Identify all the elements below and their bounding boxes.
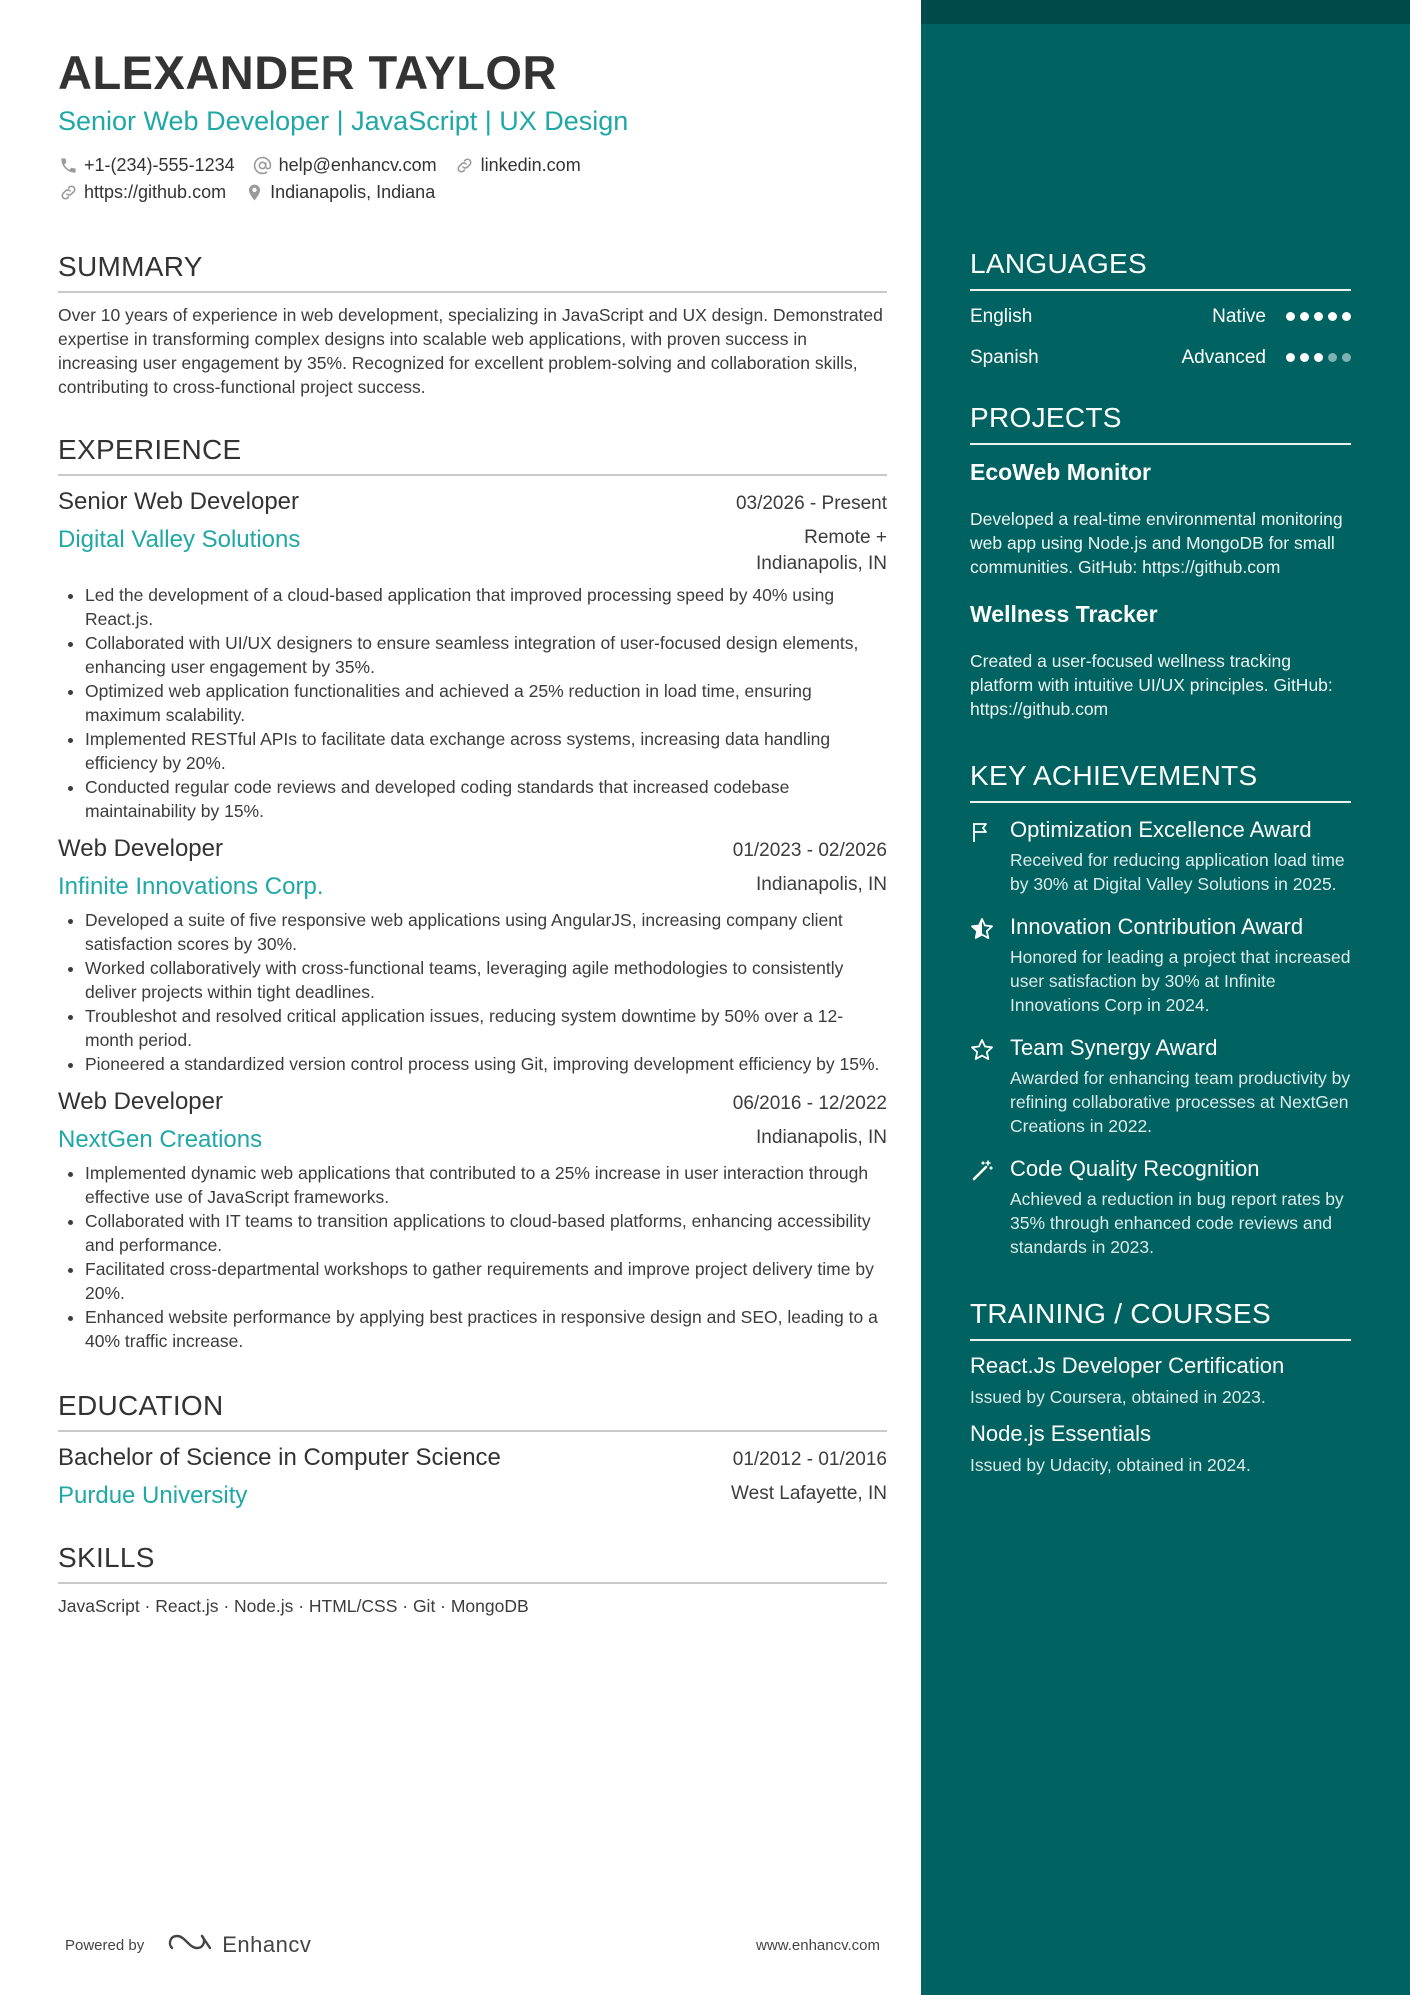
course-entry xyxy=(970,1419,1351,1477)
achievements-section xyxy=(970,759,1351,1259)
section-title: SUMMARY xyxy=(58,250,887,293)
job-entry xyxy=(58,486,887,823)
bullet: • Troubleshot and resolved critical application issues, reducing system downtime by 50% over a 12-month period. xyxy=(85,1004,887,1052)
bullet: • Optimized web application functionalities and achieved a 25% reduction in load time, ensuring maximum scalability. xyxy=(85,679,887,727)
bullet: • Collaborated with UI/UX designers to ensure seamless integration of user-focused design elements, enhancing user engagement by 35%. xyxy=(85,631,887,679)
achievement-description: Received for reducing application load time by 30% at Digital Valley Solutions in 2025. xyxy=(1010,850,1345,894)
education-section xyxy=(58,1389,887,1511)
job-entry xyxy=(58,833,887,1076)
bullet: • Worked collaboratively with cross-functional teams, leveraging agile methodologies to consistently deliver projects within tight deadlines. xyxy=(85,956,887,1004)
achievement-title: Team Synergy Award xyxy=(1010,1035,1218,1060)
bullet: • Enhanced website performance by applying best practices in responsive design and SEO, leading to a 40% traffic increase. xyxy=(85,1305,887,1353)
achievement-title: Optimization Excellence Award xyxy=(1010,817,1312,842)
job-dates: 03/2026 - Present xyxy=(735,493,887,514)
course-entry xyxy=(970,1351,1351,1409)
achievement-description: Achieved a reduction in bug report rates by 35% through enhanced code reviews and standards in 2023. xyxy=(1010,1189,1344,1257)
job-bullets xyxy=(58,583,887,823)
language-level: Advanced xyxy=(1181,346,1266,368)
dot-empty xyxy=(1342,353,1351,362)
job-location: Indianapolis, IN xyxy=(756,1127,887,1148)
location-text: Indianapolis, Indiana xyxy=(270,182,436,202)
linkedin-text: linkedin.com xyxy=(480,155,581,175)
achievement-entry xyxy=(970,815,1351,896)
at-icon xyxy=(253,156,273,176)
candidate-name: ALEXANDER TAYLOR xyxy=(58,46,557,99)
school: Purdue University xyxy=(58,1482,248,1509)
sidebar-top-bar xyxy=(921,0,1410,24)
job-role: Web Developer xyxy=(58,835,223,862)
section-title: SKILLS xyxy=(58,1541,887,1584)
github-text: https://github.com xyxy=(84,182,227,202)
dot-filled xyxy=(1328,312,1337,321)
dot-filled xyxy=(1300,353,1309,362)
languages-section xyxy=(970,247,1351,373)
dot-filled xyxy=(1300,312,1309,321)
phone-text: +1-(234)-555-1234 xyxy=(84,155,235,175)
job-company: Digital Valley Solutions xyxy=(58,526,301,553)
education-dates: 01/2012 - 01/2016 xyxy=(732,1449,887,1470)
powered-by-label: Powered by xyxy=(65,1936,145,1954)
candidate-title: Senior Web Developer | JavaScript | UX Design xyxy=(58,106,629,136)
language-name: English xyxy=(970,305,1033,327)
dot-filled xyxy=(1342,312,1351,321)
section-title: TRAINING / COURSES xyxy=(970,1297,1351,1341)
footer-url[interactable]: www.enhancv.com xyxy=(756,1936,880,1954)
achievement-title: Code Quality Recognition xyxy=(1010,1156,1260,1181)
job-entry xyxy=(58,1086,887,1353)
skills-list: JavaScript · React.js · Node.js · HTML/CSS · Git · MongoDB xyxy=(58,1596,529,1616)
contact-location xyxy=(244,182,435,203)
project-name: EcoWeb Monitor xyxy=(970,459,1152,485)
project-description: Developed a real-time environmental monitoring web app using Node.js and MongoDB for small communities. GitHub: https://github.com xyxy=(970,509,1343,577)
bullet: • Implemented RESTful APIs to facilitate data exchange across systems, increasing data handling efficiency by 20%. xyxy=(85,727,887,775)
magic-wand-icon xyxy=(970,1154,1010,1259)
job-role: Web Developer xyxy=(58,1088,223,1115)
bullet: • Developed a suite of five responsive web applications using AngularJS, increasing company client satisfaction scores by 30%. xyxy=(85,908,887,956)
language-level: Native xyxy=(1212,305,1266,327)
bullet: • Led the development of a cloud-based application that improved processing speed by 40% using React.js. xyxy=(85,583,887,631)
enhancv-logo-icon xyxy=(168,1930,214,1960)
course-description: Issued by Coursera, obtained in 2023. xyxy=(970,1387,1266,1407)
summary-text: Over 10 years of experience in web development, specializing in JavaScript and UX design. Demonstrated expertise in transforming complex designs into scalable web applications, with proven success in increasing user engagement by 35%. Recognized for excellent problem-solving and collaboration skills, contributing to cross-functional project success. xyxy=(58,305,883,397)
email-text: help@enhancv.com xyxy=(278,155,437,175)
achievement-entry xyxy=(970,912,1351,1017)
contact-info xyxy=(58,152,887,206)
project-name: Wellness Tracker xyxy=(970,601,1158,627)
brand-name: Enhancv xyxy=(222,1932,312,1957)
achievement-description: Honored for leading a project that increased user satisfaction by 30% at Infinite Innovations Corp in 2024. xyxy=(1010,947,1351,1015)
project-entry xyxy=(970,599,1351,721)
enhancv-logo[interactable] xyxy=(168,1930,311,1960)
bullet: • Conducted regular code reviews and developed coding standards that increased codebase maintainability by 15%. xyxy=(85,775,887,823)
section-title: EDUCATION xyxy=(58,1389,887,1432)
bullet: • Implemented dynamic web applications that contributed to a 25% increase in user interaction through effective use of JavaScript frameworks. xyxy=(85,1161,887,1209)
job-location: Indianapolis, IN xyxy=(756,874,887,895)
language-row xyxy=(970,342,1351,373)
language-name: Spanish xyxy=(970,346,1039,368)
job-company: Infinite Innovations Corp. xyxy=(58,873,324,900)
footer xyxy=(65,1930,880,1960)
job-bullets xyxy=(58,1161,887,1353)
section-title: EXPERIENCE xyxy=(58,433,887,476)
dot-filled xyxy=(1314,353,1323,362)
contact-email[interactable] xyxy=(253,155,437,176)
contact-linkedin[interactable] xyxy=(455,155,581,176)
link-icon xyxy=(58,183,78,203)
bullet: • Pioneered a standardized version control process using Git, improving development efficiency by 15%. xyxy=(85,1052,887,1076)
job-company: NextGen Creations xyxy=(58,1126,263,1153)
dot-empty xyxy=(1328,353,1337,362)
proficiency-dots xyxy=(1286,312,1351,321)
star-icon xyxy=(970,1033,1010,1138)
contact-github[interactable] xyxy=(58,182,226,203)
sidebar xyxy=(921,0,1410,1995)
section-title: LANGUAGES xyxy=(970,247,1351,291)
bullet: • Collaborated with IT teams to transition applications to cloud-based platforms, enhancing accessibility and performance. xyxy=(85,1209,887,1257)
job-location-line: Remote + xyxy=(804,527,887,548)
education-location: West Lafayette, IN xyxy=(731,1483,887,1504)
location-pin-icon xyxy=(244,183,264,203)
skills-section xyxy=(58,1541,887,1617)
projects-section xyxy=(970,401,1351,721)
link-icon xyxy=(455,156,475,176)
phone-icon xyxy=(58,156,78,176)
training-section xyxy=(970,1297,1351,1477)
dot-filled xyxy=(1286,312,1295,321)
project-description: Created a user-focused wellness tracking platform with intuitive UI/UX principles. GitHub: https://github.com xyxy=(970,651,1333,719)
achievement-title: Innovation Contribution Award xyxy=(1010,914,1304,939)
project-entry xyxy=(970,457,1351,579)
education-entry xyxy=(58,1442,887,1511)
achievement-description: Awarded for enhancing team productivity by refining collaborative processes at NextGen Creations in 2022. xyxy=(1010,1068,1351,1136)
proficiency-dots xyxy=(1286,353,1351,362)
summary-section xyxy=(58,250,887,399)
section-title: KEY ACHIEVEMENTS xyxy=(970,759,1351,803)
job-role: Senior Web Developer xyxy=(58,488,300,515)
language-row xyxy=(970,301,1351,332)
course-name: Node.js Essentials xyxy=(970,1421,1151,1446)
star-half-icon xyxy=(970,912,1010,1017)
dot-filled xyxy=(1314,312,1323,321)
degree: Bachelor of Science in Computer Science xyxy=(58,1444,501,1471)
achievement-entry xyxy=(970,1154,1351,1259)
job-bullets xyxy=(58,908,887,1076)
job-dates: 01/2023 - 02/2026 xyxy=(732,840,887,861)
achievement-entry xyxy=(970,1033,1351,1138)
bullet: • Facilitated cross-departmental workshops to gather requirements and improve project delivery time by 20%. xyxy=(85,1257,887,1305)
flag-icon xyxy=(970,815,1010,896)
job-location xyxy=(756,525,887,577)
course-name: React.Js Developer Certification xyxy=(970,1353,1285,1378)
job-dates: 06/2016 - 12/2022 xyxy=(732,1093,887,1114)
section-title: PROJECTS xyxy=(970,401,1351,445)
experience-section xyxy=(58,433,887,1353)
contact-phone[interactable] xyxy=(58,155,235,176)
course-description: Issued by Udacity, obtained in 2024. xyxy=(970,1455,1251,1475)
dot-filled xyxy=(1286,353,1295,362)
job-location-line: Indianapolis, IN xyxy=(756,553,887,574)
